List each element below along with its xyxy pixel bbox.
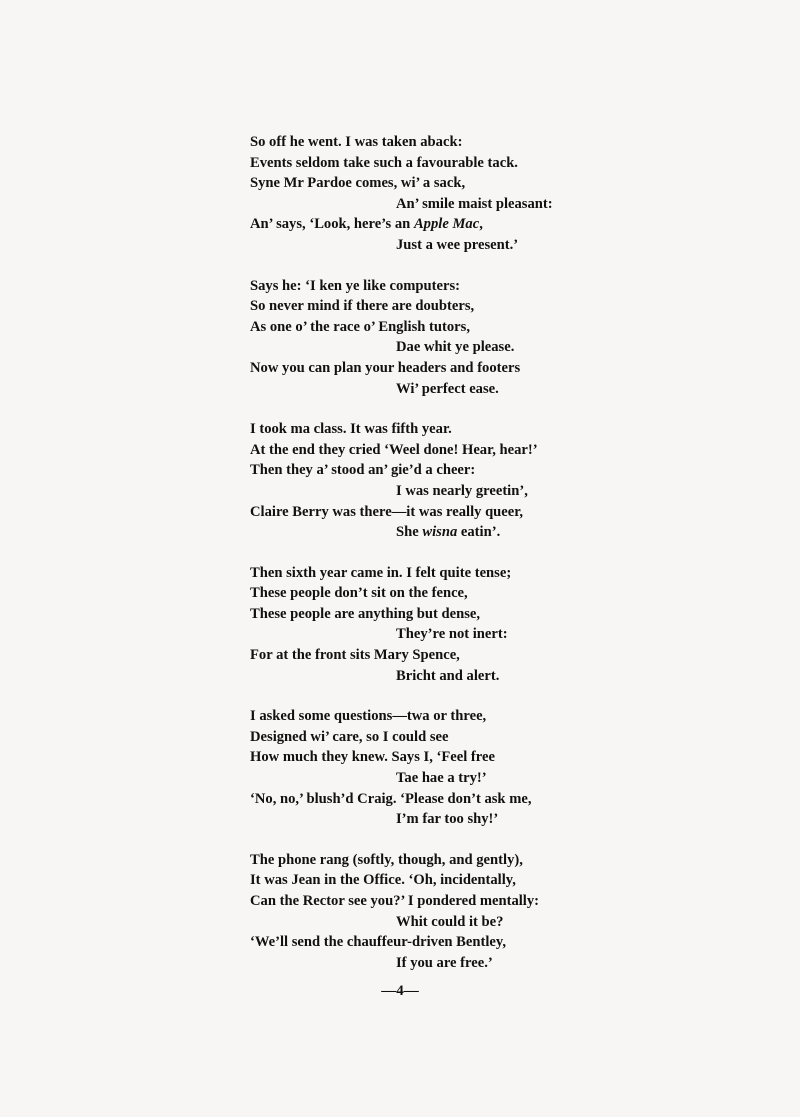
line-text: It was Jean in the Office. ‘Oh, incidentally, (250, 872, 516, 889)
line-text: ‘No, no,’ blush’d Craig. ‘Please don’t ask me, (250, 790, 532, 807)
italic-text: Apple Mac (413, 216, 480, 233)
poem-line (250, 583, 770, 604)
line-text: These people are anything but dense, (250, 605, 481, 622)
poem-line (250, 953, 770, 974)
line-text: Designed wi’ care, so I could see (250, 728, 449, 745)
line-text: Dae whit ye please. (396, 339, 515, 356)
line-text: Claire Berry was there—it was really queer, (250, 503, 524, 520)
line-text: , (479, 216, 483, 233)
poem-line (250, 604, 770, 625)
line-text: How much they knew. Says I, ‘Feel free (250, 749, 495, 766)
poem-line (250, 809, 770, 830)
poem-line (250, 522, 770, 543)
poem-line (250, 460, 770, 481)
poem-line (250, 358, 770, 379)
poem-line (250, 912, 770, 933)
poem-line (250, 666, 770, 687)
stanza (250, 850, 770, 974)
line-text: As one o’ the race o’ English tutors, (250, 318, 470, 335)
stanza (250, 563, 770, 687)
line-text: These people don’t sit on the fence, (250, 585, 468, 602)
line-text: Can the Rector see you?’ I pondered mentally: (250, 893, 540, 909)
poem-line (250, 153, 770, 174)
poem-line (250, 768, 770, 789)
poem-line (250, 296, 770, 317)
poem-line (250, 870, 770, 891)
poem-line (250, 747, 770, 768)
line-text: If you are free.’ (396, 954, 493, 971)
page-number: —4— (381, 983, 419, 999)
poem-line (250, 379, 770, 400)
stanza (250, 132, 770, 256)
poem-line (250, 235, 770, 256)
line-text: Bricht and alert. (396, 667, 500, 684)
line-text: I asked some questions—twa or three, (250, 708, 487, 725)
line-text: eatin’. (457, 524, 501, 541)
line-text: Now you can plan your headers and footers (250, 359, 521, 376)
line-text: So off he went. I was taken aback: (250, 134, 463, 150)
poem-line (250, 727, 770, 748)
stanza (250, 419, 770, 543)
line-text: Syne Mr Pardoe comes, wi’ a sack, (250, 175, 466, 192)
poem-line (250, 932, 770, 953)
poem-line (250, 317, 770, 338)
line-text: Just a wee present.’ (396, 236, 519, 253)
line-text: The phone rang (softly, though, and gently), (250, 851, 523, 868)
poem-line (250, 850, 770, 871)
line-text: I’m far too shy!’ (396, 811, 499, 828)
poem-line (250, 276, 770, 297)
line-text: Then sixth year came in. I felt quite tense; (250, 564, 512, 581)
stanza (250, 706, 770, 830)
poem-line (250, 337, 770, 358)
poem-line (250, 706, 770, 727)
line-text: Tae hae a try!’ (396, 770, 487, 787)
line-text: Then they a’ stood an’ gie’d a cheer: (250, 462, 476, 479)
line-text: An’ smile maist pleasant: (396, 195, 553, 212)
line-text: Wi’ perfect ease. (396, 380, 499, 397)
line-text: Events seldom take such a favourable tack. (250, 154, 518, 171)
line-text: At the end they cried ‘Weel done! Hear, hear!’ (250, 441, 538, 458)
line-text: For at the front sits Mary Spence, (250, 647, 460, 664)
poem-line (250, 132, 770, 153)
poem-line (250, 194, 770, 215)
poem-line (250, 502, 770, 523)
stanza (250, 276, 770, 400)
poem-line (250, 173, 770, 194)
poem-line (250, 563, 770, 584)
line-text: So never mind if there are doubters, (250, 298, 475, 315)
line-text: They’re not inert: (396, 626, 508, 643)
line-text: I was nearly greetin’, (396, 482, 528, 499)
italic-text: wisna (422, 524, 458, 541)
line-text: She (396, 524, 423, 541)
poem-line (250, 440, 770, 461)
line-text: ‘We’ll send the chauffeur-driven Bentley, (250, 934, 507, 951)
line-text: Says he: ‘I ken ye like computers: (250, 277, 460, 294)
line-text: An’ says, ‘Look, here’s an (250, 216, 414, 233)
poem-body (250, 132, 770, 993)
line-text: Whit could it be? (396, 913, 504, 930)
line-text: I took ma class. It was fifth year. (250, 421, 452, 438)
poem-line (250, 891, 770, 912)
poem-line (250, 419, 770, 440)
poem-line (250, 789, 770, 810)
poem-line (250, 481, 770, 502)
poem-line (250, 214, 770, 235)
poem-line (250, 624, 770, 645)
poem-line (250, 645, 770, 666)
